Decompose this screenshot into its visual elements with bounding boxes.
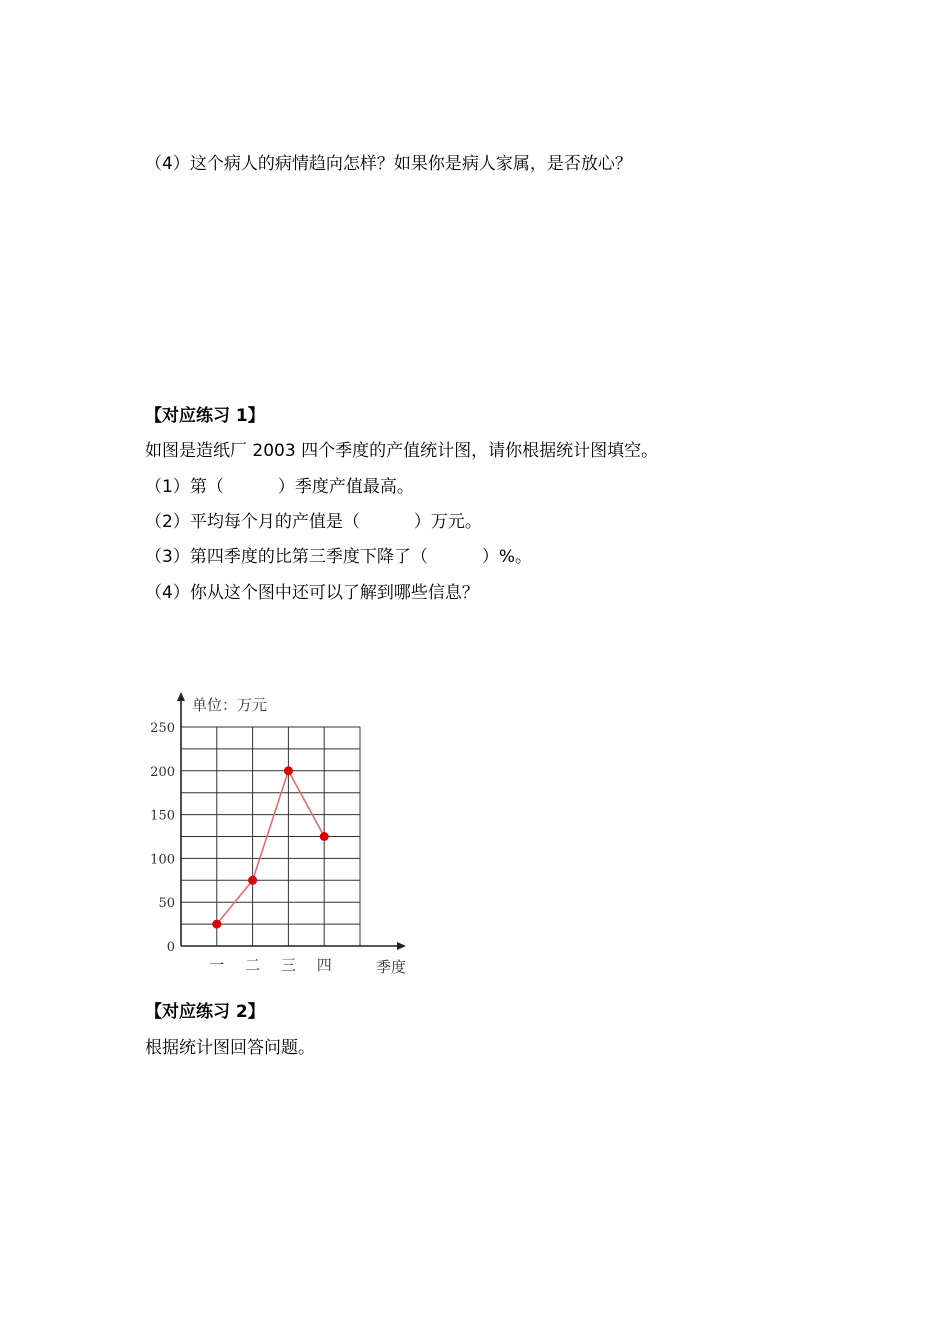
x-category-label: 三 [280, 956, 296, 974]
quarterly-output-chart [140, 688, 430, 983]
exercise-1-question-2: （2）平均每个月的产值是（ ）万元。 [145, 512, 482, 532]
x-axis-arrow [397, 942, 406, 950]
y-tick-label: 200 [150, 764, 175, 780]
question-4-patient: （4）这个病人的病情趋向怎样？如果你是病人家属，是否放心？ [145, 154, 632, 174]
y-tick-label: 250 [150, 721, 175, 736]
series-line [217, 771, 324, 924]
y-axis-arrow [177, 692, 185, 701]
x-category-labels [209, 956, 331, 974]
y-tick-label: 50 [158, 896, 175, 912]
y-tick-labels [150, 721, 175, 955]
y-tick-label: 150 [150, 808, 175, 824]
data-point [248, 876, 257, 885]
chart-grid [181, 727, 360, 946]
exercise-2-heading: 【对应练习 2】 [145, 1002, 265, 1022]
data-point [320, 832, 329, 841]
series-points [212, 766, 328, 928]
exercise-1-question-4: （4）你从这个图中还可以了解到哪些信息？ [145, 583, 479, 603]
exercise-1-heading: 【对应练习 1】 [145, 406, 265, 426]
x-category-label: 一 [209, 956, 225, 974]
y-axis-unit-label: 单位：万元 [192, 696, 268, 714]
exercise-1-question-3: （3）第四季度的比第三季度下降了（ ）%。 [145, 547, 533, 567]
y-tick-label: 100 [150, 852, 175, 868]
y-tick-label: 0 [166, 940, 175, 955]
x-category-label: 四 [316, 956, 332, 974]
exercise-1-question-1: （1）第（ ）季度产值最高。 [145, 477, 414, 497]
exercise-2-intro: 根据统计图回答问题。 [145, 1038, 315, 1058]
data-point [212, 920, 221, 929]
x-category-label: 二 [245, 956, 261, 974]
chart-axes [177, 692, 406, 950]
exercise-1-intro: 如图是造纸厂 2003 四个季度的产值统计图，请你根据统计图填空。 [145, 441, 659, 461]
x-axis-label: 季度 [376, 958, 407, 976]
data-point [284, 766, 293, 775]
